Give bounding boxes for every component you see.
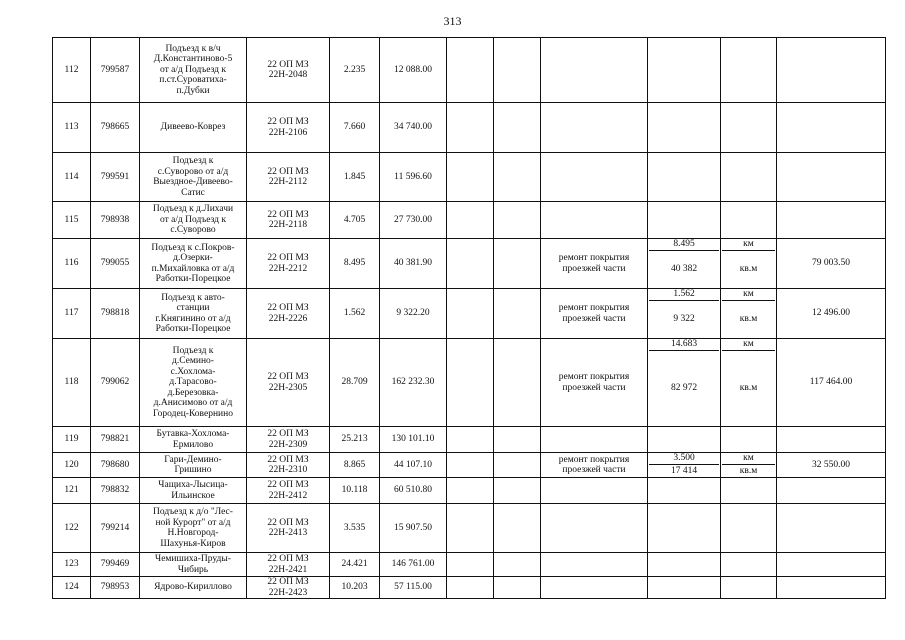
area-sqm-value: 9 322 [673,314,695,325]
empty-cell [494,38,541,103]
quantity-cell [648,504,721,553]
road-name-cell: Чемишиха-Пруды- Чибирь [140,553,247,577]
road-code-cell: 22 ОП МЗ 22Н-2310 [247,453,330,478]
length-cell: 1.562 [330,289,380,339]
length-cell: 10.203 [330,577,380,599]
road-name-cell: Подъезд к в/ч Д.Константиново-5 от а/д Подъезд к п.ст.Суроватиха- п.Дубки [140,38,247,103]
empty-cell [494,202,541,239]
empty-cell [494,478,541,504]
work-type-cell [541,427,648,453]
table-row [53,153,886,202]
repair-total-cell [777,553,886,577]
road-id-cell: 799591 [91,153,140,202]
length-km-value: 14.683 [649,339,719,351]
road-code-cell: 22 ОП МЗ 22Н-2309 [247,427,330,453]
repair-total-cell [777,427,886,453]
table-row [53,553,886,577]
repair-total-cell [777,478,886,504]
work-type-cell [541,202,648,239]
empty-cell [494,289,541,339]
row-number-cell: 118 [53,339,91,427]
empty-cell [494,427,541,453]
unit-cell [721,453,777,478]
length-km-value: 3.500 [649,453,719,465]
cost-cell: 44 107.10 [380,453,447,478]
table-row [53,289,886,339]
empty-cell [447,289,494,339]
empty-cell [447,453,494,478]
quantity-cell [648,339,721,427]
quantity-cell [648,239,721,289]
road-name-cell: Ядрово-Кириллово [140,577,247,599]
unit-cell [721,553,777,577]
row-number-cell: 121 [53,478,91,504]
row-number-cell: 117 [53,289,91,339]
road-id-cell: 799587 [91,38,140,103]
repair-total-cell: 32 550.00 [777,453,886,478]
road-name-cell: Подъезд к с.Покров- д.Озерки- п.Михайловка от а/д Работки-Порецкое [140,239,247,289]
unit-cell [721,38,777,103]
quantity-cell [648,103,721,153]
empty-cell [447,202,494,239]
work-type-cell [541,577,648,599]
repair-total-cell [777,38,886,103]
road-code-cell: 22 ОП МЗ 22Н-2413 [247,504,330,553]
quantity-cell [648,553,721,577]
road-code-cell: 22 ОП МЗ 22Н-2212 [247,239,330,289]
cost-cell: 162 232.30 [380,339,447,427]
unit-cell [721,239,777,289]
unit-km-label: км [722,289,775,301]
road-code-cell: 22 ОП МЗ 22Н-2118 [247,202,330,239]
unit-sqm-label: кв.м [739,465,758,476]
unit-sqm-label: кв.м [739,264,758,275]
road-code-cell: 22 ОП МЗ 22Н-2048 [247,38,330,103]
road-id-cell: 799214 [91,504,140,553]
area-sqm-value: 82 972 [670,383,698,394]
road-id-cell: 798938 [91,202,140,239]
road-code-cell: 22 ОП МЗ 22Н-2421 [247,553,330,577]
length-cell: 2.235 [330,38,380,103]
work-type-cell [541,103,648,153]
road-name-cell: Бутавка-Хохлома- Ермилово [140,427,247,453]
work-type-cell [541,153,648,202]
empty-cell [494,453,541,478]
length-cell: 10.118 [330,478,380,504]
work-type-cell: ремонт покрытия проезжей части [541,289,648,339]
table-row [53,38,886,103]
road-name-cell: Подъезд к д/о "Лес- ной Курорт" от а/д Н.Новгород- Шахунья-Киров [140,504,247,553]
empty-cell [494,239,541,289]
repair-total-cell [777,577,886,599]
road-code-cell: 22 ОП МЗ 22Н-2423 [247,577,330,599]
length-cell: 8.865 [330,453,380,478]
empty-cell [447,103,494,153]
cost-cell: 57 115.00 [380,577,447,599]
unit-cell [721,427,777,453]
cost-cell: 146 761.00 [380,553,447,577]
quantity-cell [648,202,721,239]
table-row [53,504,886,553]
repair-total-cell: 79 003.50 [777,239,886,289]
unit-sqm-label: кв.м [739,383,758,394]
row-number-cell: 120 [53,453,91,478]
unit-cell [721,153,777,202]
unit-km-label: км [722,239,775,251]
length-cell: 28.709 [330,339,380,427]
table-row [53,239,886,289]
cost-cell: 27 730.00 [380,202,447,239]
quantity-cell [648,427,721,453]
row-number-cell: 122 [53,504,91,553]
length-cell: 1.845 [330,153,380,202]
row-number-cell: 119 [53,427,91,453]
unit-cell [721,202,777,239]
road-name-cell: Дивеево-Коврез [140,103,247,153]
road-code-cell: 22 ОП МЗ 22Н-2412 [247,478,330,504]
road-code-cell: 22 ОП МЗ 22Н-2112 [247,153,330,202]
work-type-cell: ремонт покрытия проезжей части [541,239,648,289]
area-sqm-value: 17 414 [670,465,698,476]
cost-cell: 60 510.80 [380,478,447,504]
road-id-cell: 799062 [91,339,140,427]
road-id-cell: 799055 [91,239,140,289]
table-row [53,478,886,504]
cost-cell: 12 088.00 [380,38,447,103]
unit-cell [721,103,777,153]
unit-cell [721,577,777,599]
table-row [53,339,886,427]
empty-cell [494,504,541,553]
unit-km-label: км [722,339,775,351]
empty-cell [494,153,541,202]
table-row [53,427,886,453]
road-name-cell: Подъезд к д.Семино- с.Хохлома- д.Тарасово- д.Березовка- д.Анисимово от а/д Городец-Ковернино [140,339,247,427]
road-code-cell: 22 ОП МЗ 22Н-2305 [247,339,330,427]
length-km-value: 8.495 [649,239,719,251]
work-type-cell [541,38,648,103]
row-number-cell: 124 [53,577,91,599]
quantity-cell [648,577,721,599]
empty-cell [447,553,494,577]
road-id-cell: 799469 [91,553,140,577]
road-id-cell: 798665 [91,103,140,153]
cost-cell: 40 381.90 [380,239,447,289]
table-row [53,202,886,239]
table-row [53,577,886,599]
length-km-value: 1.562 [649,289,719,301]
empty-cell [494,553,541,577]
table-row [53,103,886,153]
empty-cell [447,577,494,599]
road-id-cell: 798953 [91,577,140,599]
road-id-cell: 798680 [91,453,140,478]
length-cell: 4.705 [330,202,380,239]
repair-total-cell [777,202,886,239]
quantity-cell [648,478,721,504]
unit-sqm-label: кв.м [739,314,758,325]
empty-cell [447,38,494,103]
quantity-cell [648,153,721,202]
unit-cell [721,478,777,504]
length-cell: 24.421 [330,553,380,577]
work-type-cell: ремонт покрытия проезжей части [541,453,648,478]
road-code-cell: 22 ОП МЗ 22Н-2106 [247,103,330,153]
row-number-cell: 114 [53,153,91,202]
empty-cell [447,153,494,202]
row-number-cell: 123 [53,553,91,577]
repair-total-cell [777,103,886,153]
repair-total-cell: 117 464.00 [777,339,886,427]
road-name-cell: Гари-Демино- Гришино [140,453,247,478]
road-name-cell: Чащиха-Лысица- Ильинское [140,478,247,504]
road-id-cell: 798821 [91,427,140,453]
empty-cell [494,103,541,153]
empty-cell [447,427,494,453]
empty-cell [447,239,494,289]
unit-cell [721,339,777,427]
quantity-cell [648,453,721,478]
quantity-cell [648,38,721,103]
length-cell: 3.535 [330,504,380,553]
length-cell: 8.495 [330,239,380,289]
quantity-cell [648,289,721,339]
area-sqm-value: 40 382 [670,264,698,275]
empty-cell [494,577,541,599]
cost-cell: 9 322.20 [380,289,447,339]
road-name-cell: Подъезд к авто- станции г.Княгинино от а/д Работки-Порецкое [140,289,247,339]
cost-cell: 11 596.60 [380,153,447,202]
empty-cell [447,478,494,504]
repair-total-cell [777,504,886,553]
row-number-cell: 112 [53,38,91,103]
cost-cell: 34 740.00 [380,103,447,153]
unit-cell [721,289,777,339]
row-number-cell: 115 [53,202,91,239]
work-type-cell [541,553,648,577]
cost-cell: 130 101.10 [380,427,447,453]
row-number-cell: 116 [53,239,91,289]
road-code-cell: 22 ОП МЗ 22Н-2226 [247,289,330,339]
repair-total-cell: 12 496.00 [777,289,886,339]
work-type-cell [541,478,648,504]
empty-cell [447,339,494,427]
road-name-cell: Подъезд к с.Суворово от а/д Выездное-Дивеево- Сатис [140,153,247,202]
empty-cell [494,339,541,427]
unit-km-label: км [722,453,775,465]
work-type-cell [541,504,648,553]
empty-cell [447,504,494,553]
cost-cell: 15 907.50 [380,504,447,553]
length-cell: 7.660 [330,103,380,153]
road-repair-table [52,37,886,599]
table-row [53,453,886,478]
row-number-cell: 113 [53,103,91,153]
length-cell: 25.213 [330,427,380,453]
road-name-cell: Подъезд к д.Лихачи от а/д Подъезд к с.Суворово [140,202,247,239]
road-id-cell: 798818 [91,289,140,339]
unit-cell [721,504,777,553]
repair-total-cell [777,153,886,202]
work-type-cell: ремонт покрытия проезжей части [541,339,648,427]
road-id-cell: 798832 [91,478,140,504]
page-number: 313 [443,14,462,28]
